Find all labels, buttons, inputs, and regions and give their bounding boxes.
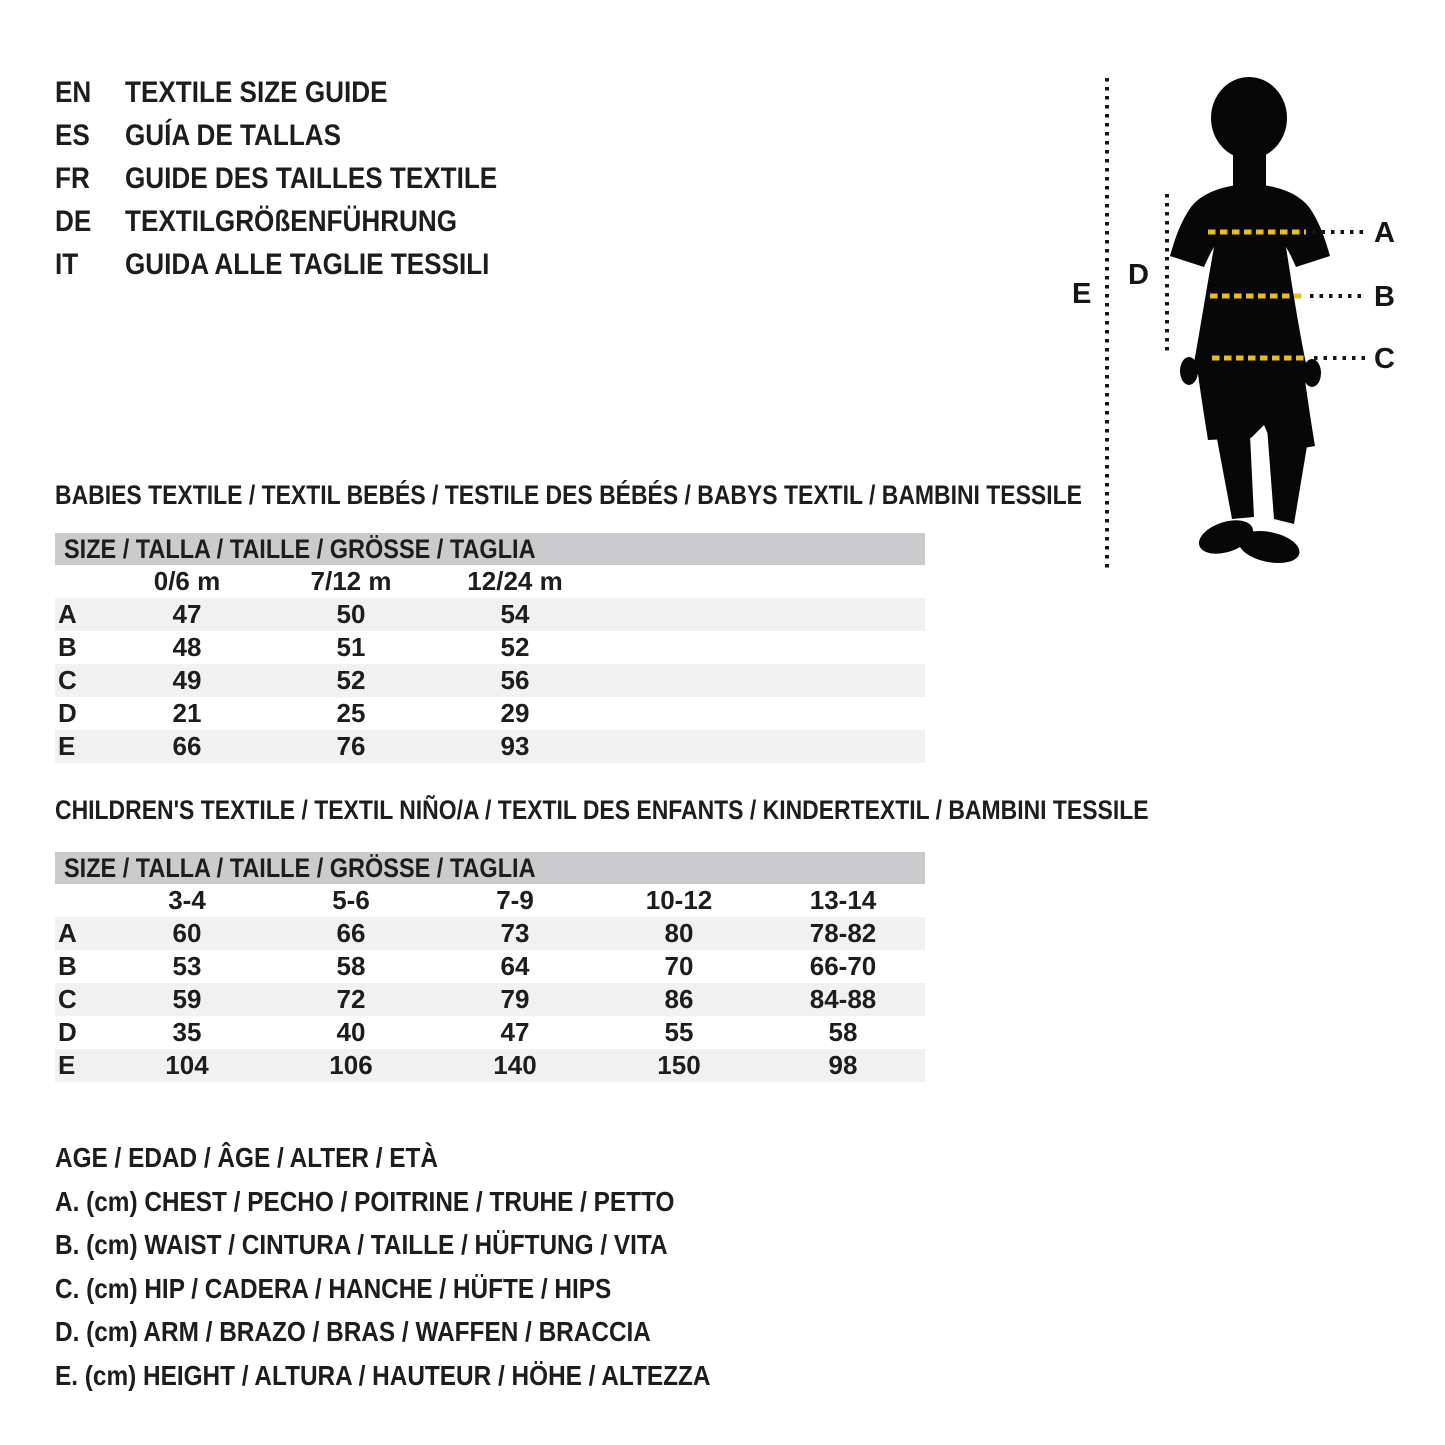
language-code: EN bbox=[55, 75, 92, 109]
table-cell: 104 bbox=[165, 1050, 209, 1080]
language-title: TEXTILE SIZE GUIDE bbox=[125, 75, 388, 109]
children-size-table bbox=[55, 852, 925, 1082]
table-cell: 35 bbox=[172, 1017, 202, 1047]
table-cell: 53 bbox=[172, 951, 202, 981]
table-row bbox=[55, 631, 925, 664]
table-cell: 78-82 bbox=[809, 918, 877, 948]
silhouette-shirt bbox=[1170, 184, 1330, 377]
figure-label-d: D bbox=[1128, 259, 1149, 291]
table-cell: 86 bbox=[664, 984, 694, 1014]
language-code: FR bbox=[55, 161, 90, 195]
table-cell: 59 bbox=[172, 984, 202, 1014]
row-label: A bbox=[58, 918, 77, 948]
table-cell: 79 bbox=[500, 984, 530, 1014]
size-header-bar bbox=[55, 852, 925, 884]
row-label: B bbox=[58, 951, 77, 981]
silhouette-neck bbox=[1233, 148, 1266, 190]
table-row bbox=[55, 1049, 925, 1082]
row-label: B bbox=[58, 632, 77, 662]
language-code: ES bbox=[55, 118, 90, 152]
figure-label-e: E bbox=[1072, 278, 1092, 310]
table-cell: 76 bbox=[336, 731, 366, 761]
row-label: E bbox=[58, 731, 76, 761]
legend-line-age: AGE / EDAD / ÂGE / ALTER / ETÀ bbox=[55, 1142, 439, 1173]
table-cell: 49 bbox=[172, 665, 202, 695]
table-cell: 72 bbox=[336, 984, 366, 1014]
table-cell: 21 bbox=[172, 698, 202, 728]
table-cell: 47 bbox=[172, 599, 202, 629]
language-row bbox=[55, 200, 553, 243]
column-header: 12/24 m bbox=[467, 566, 563, 596]
table-cell: 55 bbox=[664, 1017, 694, 1047]
column-header: 7-9 bbox=[496, 885, 534, 915]
table-cell: 66 bbox=[336, 918, 366, 948]
silhouette-left-leg bbox=[1217, 435, 1254, 519]
table-row bbox=[55, 917, 925, 950]
table-cell: 98 bbox=[828, 1050, 858, 1080]
row-label: A bbox=[58, 599, 77, 629]
table-cell: 80 bbox=[664, 918, 694, 948]
language-row bbox=[55, 71, 553, 114]
table-cell: 52 bbox=[500, 632, 530, 662]
silhouette-left-hand bbox=[1180, 357, 1198, 385]
child-measurement-diagram bbox=[1040, 60, 1445, 600]
child-silhouette bbox=[1170, 77, 1330, 568]
silhouette-right-hand bbox=[1303, 359, 1321, 387]
table-cell: 51 bbox=[336, 632, 366, 662]
table-cell: 106 bbox=[329, 1050, 373, 1080]
language-title: GUIDE DES TAILLES TEXTILE bbox=[125, 161, 498, 195]
measurement-legend bbox=[55, 1136, 808, 1397]
language-title: GUÍA DE TALLAS bbox=[125, 118, 342, 152]
silhouette-shorts bbox=[1197, 366, 1315, 453]
table-row bbox=[55, 983, 925, 1016]
table-cell: 29 bbox=[500, 698, 530, 728]
table-cell: 64 bbox=[500, 951, 530, 981]
size-header-label: SIZE / TALLA / TAILLE / GRÖSSE / TAGLIA bbox=[64, 852, 536, 883]
legend-line-hip: C. (cm) HIP / CADERA / HANCHE / HÜFTE / HIPS bbox=[55, 1272, 612, 1304]
table-cell: 52 bbox=[336, 665, 366, 695]
column-header-row bbox=[55, 565, 925, 598]
language-row bbox=[55, 114, 553, 157]
table-cell: 66 bbox=[172, 731, 202, 761]
row-label: D bbox=[58, 1017, 77, 1047]
table-cell: 40 bbox=[336, 1017, 366, 1047]
language-row bbox=[55, 157, 553, 200]
column-header: 3-4 bbox=[168, 885, 206, 915]
table-cell: 73 bbox=[500, 918, 530, 948]
legend-line-height: E. (cm) HEIGHT / ALTURA / HAUTEUR / HÖHE / ALTEZZA bbox=[55, 1359, 711, 1391]
figure-label-b: B bbox=[1374, 281, 1395, 313]
table-row bbox=[55, 598, 925, 631]
table-cell: 54 bbox=[500, 599, 530, 629]
table-cell: 50 bbox=[336, 599, 366, 629]
table-row bbox=[55, 697, 925, 730]
table-cell: 140 bbox=[493, 1050, 537, 1080]
column-header: 0/6 m bbox=[153, 566, 221, 596]
language-title: GUIDA ALLE TAGLIE TESSILI bbox=[125, 247, 490, 281]
column-header: 7/12 m bbox=[310, 566, 392, 596]
table-row bbox=[55, 950, 925, 983]
row-label: D bbox=[58, 698, 77, 728]
table-cell: 66-70 bbox=[809, 951, 877, 981]
table-cell: 47 bbox=[500, 1017, 530, 1047]
column-header: 13-14 bbox=[809, 885, 877, 915]
table-cell: 56 bbox=[500, 665, 530, 695]
language-title-block bbox=[55, 71, 553, 286]
size-header-label: SIZE / TALLA / TAILLE / GRÖSSE / TAGLIA bbox=[64, 533, 536, 564]
babies-table-title: BABIES TEXTILE / TEXTIL BEBÉS / TESTILE DES BÉBÉS / BABYS TEXTIL / BAMBINI TESSILE bbox=[55, 480, 1082, 510]
table-row bbox=[55, 1016, 925, 1049]
table-cell: 25 bbox=[336, 698, 366, 728]
language-row bbox=[55, 243, 553, 286]
column-header: 10-12 bbox=[645, 885, 713, 915]
babies-size-table bbox=[55, 533, 925, 763]
size-header-bar bbox=[55, 533, 925, 565]
language-title: TEXTILGRÖßENFÜHRUNG bbox=[125, 204, 458, 238]
table-cell: 84-88 bbox=[809, 984, 877, 1014]
table-cell: 70 bbox=[664, 951, 694, 981]
table-cell: 58 bbox=[828, 1017, 858, 1047]
figure-label-c: C bbox=[1374, 343, 1395, 375]
language-code: DE bbox=[55, 204, 92, 238]
table-cell: 48 bbox=[172, 632, 202, 662]
row-label: C bbox=[58, 984, 77, 1014]
legend-line-waist: B. (cm) WAIST / CINTURA / TAILLE / HÜFTUNG / VITA bbox=[55, 1229, 668, 1260]
table-row bbox=[55, 664, 925, 697]
table-cell: 93 bbox=[500, 731, 530, 761]
table-cell: 58 bbox=[336, 951, 366, 981]
silhouette-head bbox=[1211, 77, 1287, 159]
column-header-row bbox=[55, 884, 925, 917]
table-row bbox=[55, 730, 925, 763]
row-label: E bbox=[58, 1050, 76, 1080]
table-cell: 150 bbox=[657, 1050, 701, 1080]
legend-line-chest: A. (cm) CHEST / PECHO / POITRINE / TRUHE / PETTO bbox=[55, 1185, 675, 1217]
children-table-title: CHILDREN'S TEXTILE / TEXTIL NIÑO/A / TEXTIL DES ENFANTS / KINDERTEXTIL / BAMBINI TESSILE bbox=[55, 795, 1149, 825]
language-code: IT bbox=[55, 247, 79, 281]
figure-label-a: A bbox=[1374, 217, 1395, 249]
legend-line-arm: D. (cm) ARM / BRAZO / BRAS / WAFFEN / BRACCIA bbox=[55, 1316, 651, 1347]
column-header: 5-6 bbox=[332, 885, 370, 915]
row-label: C bbox=[58, 665, 77, 695]
table-cell: 60 bbox=[172, 918, 202, 948]
